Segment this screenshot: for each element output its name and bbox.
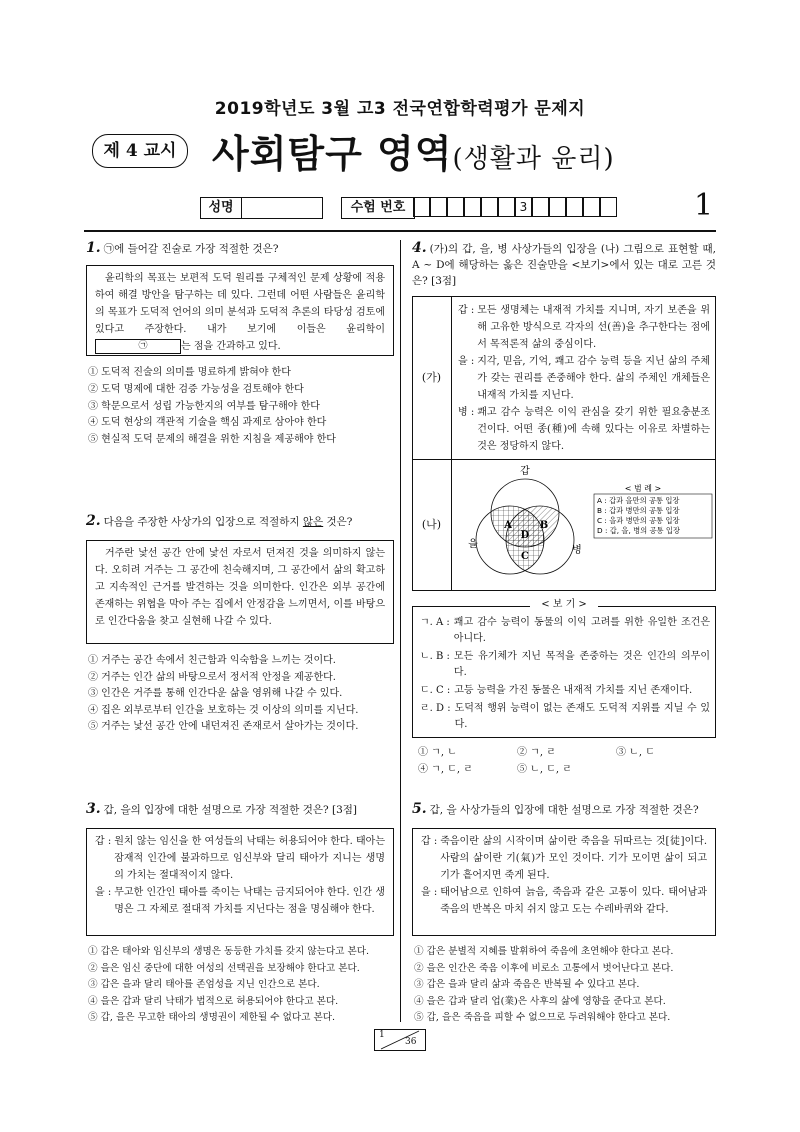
q3-number: 3. bbox=[86, 801, 101, 817]
q5-option[interactable]: ① 갑은 분별적 지혜를 발휘하여 죽음에 초연해야 한다고 본다. bbox=[414, 946, 674, 957]
q1-passage-text: 윤리학의 목표는 보편적 도덕 원리를 구체적인 문제 상황에 적용하여 해결 방안을 탐구하는 데 있다. 그런데 어떤 사람들은 윤리학의 목표가 도덕적 언어의 의미 분석과 도덕적 추론의 타당성 검토에 있다고 주장한다. 내가 보기에 이들은 윤리학이 bbox=[95, 273, 385, 335]
q4-byeong-text: 쾌고 감수 능력은 이익 관심을 갖기 위한 필요충분조건이다. 어떤 종(種)에 속해 있다는 이유로 차별하는 것은 정당하지 않다. bbox=[477, 407, 710, 452]
venn-label-eul: 을 bbox=[468, 539, 478, 550]
venn-label-byeong: 병 bbox=[572, 545, 582, 556]
venn-region-d: D bbox=[520, 530, 530, 541]
q4-speaker-byeong bbox=[458, 404, 710, 455]
bogi-text: 쾌고 감수 능력이 동물의 이익 고려를 위한 유일한 조건은 아니다. bbox=[453, 617, 710, 644]
exam-number-cell[interactable] bbox=[430, 197, 447, 217]
q2-stem-negation: 않은 bbox=[302, 516, 324, 528]
q1-stem: ㉠에 들어갈 진술로 가장 적절한 것은? bbox=[103, 243, 279, 255]
q1-option[interactable]: ③ 학문으로서 성립 가능한지의 여부를 탐구해야 한다 bbox=[88, 401, 320, 412]
q5-number: 5. bbox=[412, 801, 427, 817]
q1-question bbox=[86, 240, 396, 257]
legend-item: B : 갑과 병만의 공통 입장 bbox=[597, 506, 680, 515]
q2-stem: 다음을 주장한 사상가의 입장으로 적절하지 bbox=[103, 516, 303, 528]
q3-eul-text: 무고한 인간인 태아를 죽이는 낙태는 금지되어야 한다. 인간 생명은 그 자체로 절대적 가치를 지닌다는 점을 명심해야 한다. bbox=[114, 887, 385, 915]
exam-number-cell[interactable] bbox=[413, 197, 430, 217]
q4-bogi-title: < 보 기 > bbox=[530, 598, 598, 612]
page-indicator bbox=[374, 1029, 426, 1051]
bogi-text: 모든 유기체가 지닌 목적을 존중하는 것은 인간의 의무이다. bbox=[453, 651, 710, 678]
page-number: 1 bbox=[694, 188, 714, 223]
legend-item: D : 갑, 을, 병의 공통 입장 bbox=[597, 526, 681, 535]
venn-region-b: B bbox=[539, 520, 549, 531]
q4-number: 4. bbox=[412, 240, 427, 256]
bogi-key: ㄱ. A : bbox=[420, 617, 450, 628]
q4-ga-label: (가) bbox=[412, 296, 452, 460]
q5-gap-label: 갑 : bbox=[421, 836, 438, 847]
bogi-text: 고등 능력을 가진 동물은 내재적 가치를 지닌 존재이다. bbox=[454, 685, 693, 696]
subject-title bbox=[212, 123, 615, 178]
q4-byeong-label: 병 : bbox=[458, 407, 475, 418]
q2-option[interactable]: ③ 인간은 거주를 통해 인간다운 삶을 영위해 나갈 수 있다. bbox=[88, 688, 343, 699]
q4-eul-label: 을 : bbox=[458, 356, 475, 367]
name-label: 성명 bbox=[200, 197, 242, 219]
venn-region-c: C bbox=[521, 551, 529, 562]
q4-speaker-gap bbox=[458, 302, 710, 353]
q5-question bbox=[412, 801, 716, 818]
column-divider bbox=[400, 240, 401, 1022]
q2-number: 2. bbox=[86, 513, 101, 529]
q3-gap-text: 원치 않는 임신을 한 여성들의 낙태는 허용되어야 한다. 태아는 잠재적 인간에 불과하므로 임신부와 달리 태아가 지니는 생명의 가치는 절대적이지 않다. bbox=[114, 836, 385, 881]
q3-option[interactable]: ② 을은 임신 중단에 대한 여성의 선택권을 보장해야 한다고 본다. bbox=[88, 963, 360, 974]
q4-option[interactable]: ② ㄱ, ㄹ bbox=[517, 747, 556, 758]
q5-speaker-gap bbox=[421, 833, 707, 884]
bogi-item bbox=[420, 649, 710, 681]
q4-bogi-list bbox=[420, 615, 710, 733]
q1-option[interactable]: ⑤ 현실적 도덕 문제의 해결을 위한 지침을 제공해야 한다 bbox=[88, 434, 336, 445]
bogi-item bbox=[420, 701, 710, 733]
q3-gap-label: 갑 : bbox=[95, 836, 112, 847]
exam-number-cell[interactable] bbox=[549, 197, 566, 217]
q3-stem: 갑, 을의 입장에 대한 설명으로 가장 적절한 것은? [3점] bbox=[103, 804, 358, 816]
bogi-key: ㄹ. D : bbox=[420, 703, 451, 714]
q5-speaker-eul bbox=[421, 884, 707, 918]
q2-stem-end: 것은? bbox=[323, 516, 353, 528]
q5-option[interactable]: ⑤ 갑, 을은 죽음을 피할 수 없으므로 두려워해야 한다고 본다. bbox=[414, 1012, 671, 1023]
exam-number-label: 수험 번호 bbox=[341, 197, 415, 219]
venn-legend bbox=[594, 483, 712, 538]
q4-stem: (가)의 갑, 을, 병 사상가들의 입장을 (나) 그림으로 표현할 때, A ~ D에 해당하는 옳은 진술만을 <보기>에서 있는 대로 고른 것은? [3점] bbox=[412, 243, 716, 287]
bogi-text: 도덕적 행위 능력이 없는 존재도 도덕적 지위를 지닐 수 있다. bbox=[454, 703, 710, 730]
q4-option[interactable]: ③ ㄴ, ㄷ bbox=[616, 747, 655, 758]
q3-speaker-eul bbox=[95, 884, 385, 918]
q5-option[interactable]: ④ 을은 갑과 달리 업(業)은 사후의 삶에 영향을 준다고 본다. bbox=[414, 996, 666, 1007]
q3-option[interactable]: ① 갑은 태아와 임신부의 생명은 동등한 가치를 갖지 않는다고 본다. bbox=[88, 946, 370, 957]
exam-number-cell[interactable] bbox=[532, 197, 549, 217]
q2-option[interactable]: ① 거주는 공간 속에서 친근함과 익숙함을 느끼는 것이다. bbox=[88, 655, 336, 666]
q5-passage bbox=[412, 828, 716, 936]
q1-passage bbox=[86, 265, 394, 356]
q4-na-label: (나) bbox=[412, 459, 452, 591]
legend-item: A : 갑과 을만의 공통 입장 bbox=[597, 496, 680, 505]
bogi-key: ㄴ. B : bbox=[420, 651, 450, 662]
q4-question bbox=[412, 240, 716, 289]
exam-number-cell[interactable] bbox=[447, 197, 464, 217]
venn-label-gap: 갑 bbox=[520, 466, 530, 477]
q4-eul-text: 지각, 믿음, 기억, 쾌고 감수 능력 등을 지닌 삶의 주체가 갖는 권리를 존중해야 한다. 삶의 주체인 개체들은 내재적 가치를 지닌다. bbox=[477, 356, 710, 401]
header-rule bbox=[84, 230, 716, 232]
q1-number: 1. bbox=[86, 240, 101, 256]
exam-number-cell[interactable] bbox=[464, 197, 481, 217]
page-current: 1 bbox=[379, 1030, 385, 1040]
q2-passage: 거주란 낯선 공간 안에 낯선 자로서 던져진 것을 의미하지 않는다. 오히려 거주는 그 공간에 친숙해지며, 그 공간에서 삶의 확고하고 지속적인 근거를 발견하는 것을 의미한다. 인간은 외부 공간에 존재하는 위협을 막아 주는 집에서 안정감을 느끼면서, 이를 바탕으로 인간다움을 찾고 실현해 나갈 수 있다. bbox=[86, 540, 394, 644]
q1-blank: ㉠ bbox=[95, 339, 181, 354]
period-badge: 제 4 교시 bbox=[92, 134, 188, 168]
exam-number-cell[interactable] bbox=[600, 197, 617, 217]
exam-number-cell[interactable] bbox=[498, 197, 515, 217]
exam-number-cell[interactable] bbox=[583, 197, 600, 217]
bogi-item bbox=[420, 683, 710, 699]
subject-sub: (생활과 윤리) bbox=[452, 144, 615, 174]
q4-speaker-eul bbox=[458, 353, 710, 404]
q4-gap-text: 모든 생명체는 내재적 가치를 지니며, 자기 보존을 위해 고유한 방식으로 각자의 선(善)을 추구한다는 점에서 목적론적 삶의 중심이다. bbox=[477, 305, 710, 350]
q1-passage-tail: 는 점을 간과하고 있다. bbox=[181, 341, 281, 352]
q5-gap-text: 죽음이란 삶의 시작이며 삶이란 죽음을 뒤따르는 것[徒]이다. 사람의 삶이란 기(氣)가 모인 것이다. 기가 모이면 삶이 되고 기가 흩어지면 죽게 된다. bbox=[440, 836, 707, 881]
subject-main: 사회탐구 영역 bbox=[212, 131, 453, 176]
q3-question bbox=[86, 801, 396, 818]
bogi-item bbox=[420, 615, 710, 647]
q3-eul-label: 을 : bbox=[95, 887, 112, 898]
q2-option[interactable]: ⑤ 거주는 낯선 공간 안에 내던져진 존재로서 살아가는 것이다. bbox=[88, 721, 359, 732]
q5-option[interactable]: ② 을은 인간은 죽음 이후에 비로소 고통에서 벗어난다고 본다. bbox=[414, 963, 674, 974]
q1-option[interactable]: ② 도덕 명제에 대한 검증 가능성을 검토해야 한다 bbox=[88, 384, 304, 395]
legend-item: C : 을과 병만의 공통 입장 bbox=[597, 516, 680, 525]
q3-option[interactable]: ⑤ 갑, 을은 무고한 태아의 생명권이 제한될 수 없다고 본다. bbox=[88, 1012, 336, 1023]
q1-option[interactable]: ④ 도덕 현상의 객관적 기술을 핵심 과제로 삼아야 한다 bbox=[88, 417, 327, 428]
q4-gap-label: 갑 : bbox=[458, 305, 475, 316]
q4-option[interactable]: ① ㄱ, ㄴ bbox=[418, 747, 457, 758]
q4-option[interactable]: ④ ㄱ, ㄷ, ㄹ bbox=[418, 764, 473, 775]
q4-ga-content bbox=[458, 302, 710, 455]
venn-region-a: A bbox=[504, 520, 512, 531]
q3-option[interactable]: ③ 갑은 을과 달리 태아를 존엄성을 지닌 인간으로 본다. bbox=[88, 979, 320, 990]
page-total: 36 bbox=[405, 1037, 417, 1047]
q2-option[interactable]: ② 거주는 인간 삶의 바탕으로서 정서적 안정을 제공한다. bbox=[88, 672, 336, 683]
exam-title: 2019학년도 3월 고3 전국연합학력평가 문제지 bbox=[214, 99, 586, 119]
name-field[interactable] bbox=[241, 197, 323, 219]
q3-speaker-gap bbox=[95, 833, 385, 884]
exam-number-cell[interactable] bbox=[566, 197, 583, 217]
bogi-key: ㄷ. C : bbox=[420, 685, 451, 696]
q1-option[interactable]: ① 도덕적 진술의 의미를 명료하게 밝혀야 한다 bbox=[88, 367, 291, 378]
q2-question bbox=[86, 513, 396, 530]
q4-option[interactable]: ⑤ ㄴ, ㄷ, ㄹ bbox=[517, 764, 572, 775]
q3-passage bbox=[86, 828, 394, 936]
q5-option[interactable]: ③ 갑은 을과 달리 삶과 죽음은 반복될 수 있다고 본다. bbox=[414, 979, 640, 990]
q2-option[interactable]: ④ 집은 외부로부터 인간을 보호하는 것 이상의 의미를 지닌다. bbox=[88, 705, 359, 716]
venn-diagram bbox=[453, 460, 715, 590]
q5-eul-text: 태어남으로 인하여 늙음, 죽음과 같은 고통이 있다. 태어남과 죽음의 반복은 마치 쉬지 않고 도는 수레바퀴와 같다. bbox=[440, 887, 707, 915]
q5-eul-label: 을 : bbox=[421, 887, 438, 898]
legend-title: < 범 례 > bbox=[624, 484, 662, 493]
q3-option[interactable]: ④ 을은 갑과 달리 낙태가 법적으로 허용되어야 한다고 본다. bbox=[88, 996, 339, 1007]
exam-number-cell[interactable] bbox=[481, 197, 498, 217]
q5-stem: 갑, 을 사상가들의 입장에 대한 설명으로 가장 적절한 것은? bbox=[429, 804, 699, 816]
exam-number-cell: 3 bbox=[515, 197, 532, 217]
